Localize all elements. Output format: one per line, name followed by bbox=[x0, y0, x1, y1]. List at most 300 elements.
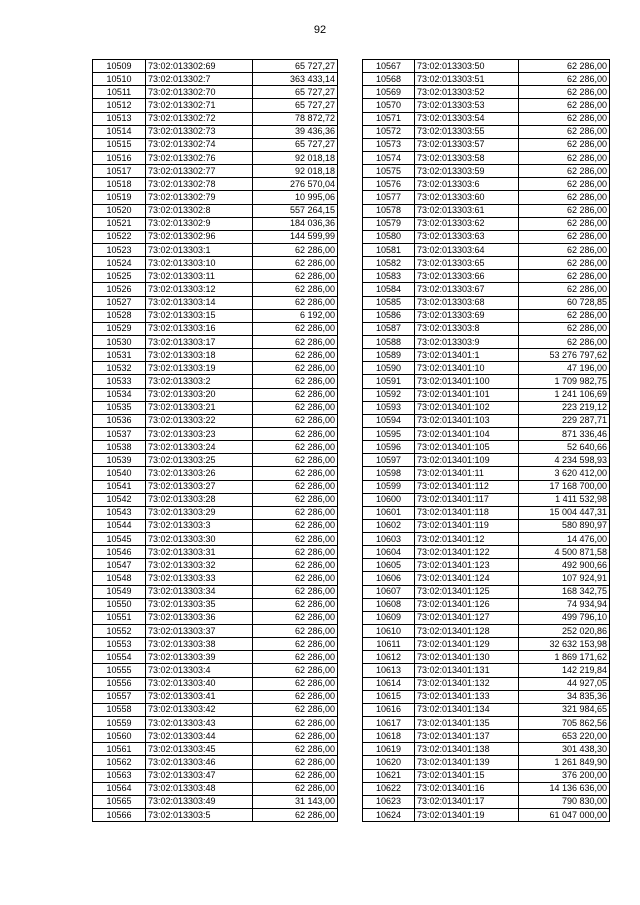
cadastral-number-cell: 73:02:013303:37 bbox=[146, 625, 253, 638]
cadastral-number-cell: 73:02:013303:65 bbox=[415, 257, 519, 270]
row-number-cell: 10537 bbox=[93, 427, 146, 440]
table-row bbox=[93, 112, 338, 125]
value-cell: 6 192,00 bbox=[253, 309, 338, 322]
row-number-cell: 10509 bbox=[93, 60, 146, 73]
value-cell: 557 264,15 bbox=[253, 204, 338, 217]
table-row bbox=[363, 362, 610, 375]
value-cell: 1 869 171,62 bbox=[519, 651, 610, 664]
table-row bbox=[363, 717, 610, 730]
table-row bbox=[93, 769, 338, 782]
table-row bbox=[363, 349, 610, 362]
table-row bbox=[363, 703, 610, 716]
table-row bbox=[363, 243, 610, 256]
cadastral-number-cell: 73:02:013303:47 bbox=[146, 769, 253, 782]
row-number-cell: 10527 bbox=[93, 296, 146, 309]
cadastral-number-cell: 73:02:013303:1 bbox=[146, 243, 253, 256]
value-cell: 62 286,00 bbox=[253, 375, 338, 388]
value-cell: 62 286,00 bbox=[253, 493, 338, 506]
table-row bbox=[93, 349, 338, 362]
table-row bbox=[363, 283, 610, 296]
cadastral-number-cell: 73:02:013302:96 bbox=[146, 230, 253, 243]
table-row bbox=[363, 585, 610, 598]
row-number-cell: 10531 bbox=[93, 349, 146, 362]
cadastral-number-cell: 73:02:013401:109 bbox=[415, 454, 519, 467]
cadastral-number-cell: 73:02:013303:58 bbox=[415, 151, 519, 164]
row-number-cell: 10621 bbox=[363, 769, 415, 782]
value-cell: 62 286,00 bbox=[253, 427, 338, 440]
value-cell: 65 727,27 bbox=[253, 138, 338, 151]
cadastral-number-cell: 73:02:013303:35 bbox=[146, 598, 253, 611]
row-number-cell: 10510 bbox=[93, 73, 146, 86]
cadastral-number-cell: 73:02:013302:73 bbox=[146, 125, 253, 138]
table-row bbox=[363, 165, 610, 178]
row-number-cell: 10512 bbox=[93, 99, 146, 112]
cadastral-number-cell: 73:02:013303:67 bbox=[415, 283, 519, 296]
table-row bbox=[93, 782, 338, 795]
row-number-cell: 10540 bbox=[93, 467, 146, 480]
cadastral-number-cell: 73:02:013303:55 bbox=[415, 125, 519, 138]
row-number-cell: 10620 bbox=[363, 756, 415, 769]
table-row bbox=[363, 441, 610, 454]
value-cell: 580 890,97 bbox=[519, 519, 610, 532]
cadastral-number-cell: 73:02:013303:60 bbox=[415, 191, 519, 204]
value-cell: 499 796,10 bbox=[519, 611, 610, 624]
row-number-cell: 10519 bbox=[93, 191, 146, 204]
row-number-cell: 10535 bbox=[93, 401, 146, 414]
row-number-cell: 10515 bbox=[93, 138, 146, 151]
cadastral-number-cell: 73:02:013302:78 bbox=[146, 178, 253, 191]
table-row bbox=[363, 322, 610, 335]
row-number-cell: 10593 bbox=[363, 401, 415, 414]
row-number-cell: 10518 bbox=[93, 178, 146, 191]
table-row bbox=[93, 362, 338, 375]
value-cell: 107 924,91 bbox=[519, 572, 610, 585]
table-row bbox=[363, 73, 610, 86]
value-cell: 62 286,00 bbox=[253, 743, 338, 756]
value-cell: 34 835,36 bbox=[519, 690, 610, 703]
table-row bbox=[93, 598, 338, 611]
value-cell: 871 336,46 bbox=[519, 427, 610, 440]
row-number-cell: 10556 bbox=[93, 677, 146, 690]
table-row bbox=[93, 730, 338, 743]
value-cell: 62 286,00 bbox=[519, 217, 610, 230]
row-number-cell: 10590 bbox=[363, 362, 415, 375]
row-number-cell: 10578 bbox=[363, 204, 415, 217]
row-number-cell: 10605 bbox=[363, 559, 415, 572]
row-number-cell: 10598 bbox=[363, 467, 415, 480]
table-row bbox=[363, 257, 610, 270]
cadastral-number-cell: 73:02:013303:9 bbox=[415, 335, 519, 348]
value-cell: 62 286,00 bbox=[519, 230, 610, 243]
table-row bbox=[93, 427, 338, 440]
cadastral-number-cell: 73:02:013401:128 bbox=[415, 625, 519, 638]
table-row bbox=[93, 743, 338, 756]
row-number-cell: 10570 bbox=[363, 99, 415, 112]
value-cell: 321 984,65 bbox=[519, 703, 610, 716]
value-cell: 223 219,12 bbox=[519, 401, 610, 414]
row-number-cell: 10571 bbox=[363, 112, 415, 125]
cadastral-number-cell: 73:02:013303:16 bbox=[146, 322, 253, 335]
cadastral-number-cell: 73:02:013302:7 bbox=[146, 73, 253, 86]
value-cell: 790 830,00 bbox=[519, 795, 610, 808]
table-row bbox=[93, 441, 338, 454]
cadastral-number-cell: 73:02:013303:22 bbox=[146, 414, 253, 427]
table-row bbox=[363, 559, 610, 572]
value-cell: 62 286,00 bbox=[253, 467, 338, 480]
value-cell: 62 286,00 bbox=[253, 625, 338, 638]
value-cell: 62 286,00 bbox=[253, 703, 338, 716]
row-number-cell: 10529 bbox=[93, 322, 146, 335]
table-row bbox=[363, 296, 610, 309]
value-cell: 144 599,99 bbox=[253, 230, 338, 243]
row-number-cell: 10595 bbox=[363, 427, 415, 440]
table-row bbox=[93, 60, 338, 73]
cadastral-number-cell: 73:02:013303:59 bbox=[415, 165, 519, 178]
cadastral-number-cell: 73:02:013303:2 bbox=[146, 375, 253, 388]
value-cell: 62 286,00 bbox=[253, 809, 338, 822]
table-row bbox=[363, 506, 610, 519]
table-row bbox=[93, 217, 338, 230]
value-cell: 62 286,00 bbox=[519, 138, 610, 151]
table-row bbox=[93, 717, 338, 730]
table-row bbox=[363, 625, 610, 638]
table-row bbox=[363, 690, 610, 703]
cadastral-number-cell: 73:02:013302:69 bbox=[146, 60, 253, 73]
cadastral-number-cell: 73:02:013401:11 bbox=[415, 467, 519, 480]
value-cell: 62 286,00 bbox=[253, 611, 338, 624]
table-row bbox=[93, 572, 338, 585]
cadastral-number-cell: 73:02:013401:117 bbox=[415, 493, 519, 506]
cadastral-number-cell: 73:02:013303:23 bbox=[146, 427, 253, 440]
row-number-cell: 10607 bbox=[363, 585, 415, 598]
cadastral-number-cell: 73:02:013303:34 bbox=[146, 585, 253, 598]
value-cell: 44 927,05 bbox=[519, 677, 610, 690]
row-number-cell: 10530 bbox=[93, 335, 146, 348]
cadastral-number-cell: 73:02:013303:14 bbox=[146, 296, 253, 309]
table-row bbox=[93, 414, 338, 427]
value-cell: 39 436,36 bbox=[253, 125, 338, 138]
cadastral-number-cell: 73:02:013401:138 bbox=[415, 743, 519, 756]
row-number-cell: 10580 bbox=[363, 230, 415, 243]
value-cell: 62 286,00 bbox=[253, 283, 338, 296]
value-cell: 705 862,56 bbox=[519, 717, 610, 730]
value-cell: 62 286,00 bbox=[253, 546, 338, 559]
cadastral-number-cell: 73:02:013401:16 bbox=[415, 782, 519, 795]
value-cell: 62 286,00 bbox=[253, 664, 338, 677]
value-cell: 62 286,00 bbox=[519, 283, 610, 296]
cadastral-number-cell: 73:02:013302:71 bbox=[146, 99, 253, 112]
cadastral-number-cell: 73:02:013401:119 bbox=[415, 519, 519, 532]
table-row bbox=[363, 60, 610, 73]
row-number-cell: 10539 bbox=[93, 454, 146, 467]
cadastral-number-cell: 73:02:013303:3 bbox=[146, 519, 253, 532]
value-cell: 376 200,00 bbox=[519, 769, 610, 782]
cadastral-number-cell: 73:02:013303:19 bbox=[146, 362, 253, 375]
row-number-cell: 10516 bbox=[93, 151, 146, 164]
cadastral-number-cell: 73:02:013303:27 bbox=[146, 480, 253, 493]
cadastral-number-cell: 73:02:013401:124 bbox=[415, 572, 519, 585]
table-row bbox=[363, 217, 610, 230]
row-number-cell: 10565 bbox=[93, 795, 146, 808]
cadastral-number-cell: 73:02:013401:102 bbox=[415, 401, 519, 414]
table-row bbox=[363, 664, 610, 677]
value-cell: 62 286,00 bbox=[253, 559, 338, 572]
row-number-cell: 10559 bbox=[93, 717, 146, 730]
row-number-cell: 10524 bbox=[93, 257, 146, 270]
cadastral-number-cell: 73:02:013401:134 bbox=[415, 703, 519, 716]
value-cell: 92 018,18 bbox=[253, 165, 338, 178]
table-row bbox=[93, 795, 338, 808]
row-number-cell: 10532 bbox=[93, 362, 146, 375]
table-row bbox=[93, 165, 338, 178]
cadastral-number-cell: 73:02:013303:54 bbox=[415, 112, 519, 125]
value-cell: 62 286,00 bbox=[253, 585, 338, 598]
row-number-cell: 10517 bbox=[93, 165, 146, 178]
value-cell: 62 286,00 bbox=[519, 73, 610, 86]
row-number-cell: 10525 bbox=[93, 270, 146, 283]
cadastral-number-cell: 73:02:013401:132 bbox=[415, 677, 519, 690]
cadastral-number-cell: 73:02:013302:76 bbox=[146, 151, 253, 164]
table-row bbox=[93, 467, 338, 480]
cadastral-number-cell: 73:02:013303:36 bbox=[146, 611, 253, 624]
row-number-cell: 10572 bbox=[363, 125, 415, 138]
cadastral-number-cell: 73:02:013303:31 bbox=[146, 546, 253, 559]
cadastral-number-cell: 73:02:013303:18 bbox=[146, 349, 253, 362]
cadastral-number-cell: 73:02:013401:123 bbox=[415, 559, 519, 572]
cadastral-number-cell: 73:02:013303:48 bbox=[146, 782, 253, 795]
value-cell: 14 136 636,00 bbox=[519, 782, 610, 795]
cadastral-number-cell: 73:02:013303:17 bbox=[146, 335, 253, 348]
table-row bbox=[93, 493, 338, 506]
table-row bbox=[93, 257, 338, 270]
cadastral-number-cell: 73:02:013401:1 bbox=[415, 349, 519, 362]
value-cell: 4 234 598,93 bbox=[519, 454, 610, 467]
row-number-cell: 10582 bbox=[363, 257, 415, 270]
row-number-cell: 10600 bbox=[363, 493, 415, 506]
table-row bbox=[93, 388, 338, 401]
table-row bbox=[363, 191, 610, 204]
table-row bbox=[363, 270, 610, 283]
value-cell: 301 438,30 bbox=[519, 743, 610, 756]
value-cell: 252 020,86 bbox=[519, 625, 610, 638]
cadastral-number-cell: 73:02:013302:79 bbox=[146, 191, 253, 204]
value-cell: 61 047 000,00 bbox=[519, 809, 610, 822]
table-row bbox=[363, 86, 610, 99]
row-number-cell: 10604 bbox=[363, 546, 415, 559]
cadastral-number-cell: 73:02:013303:29 bbox=[146, 506, 253, 519]
cadastral-number-cell: 73:02:013303:68 bbox=[415, 296, 519, 309]
table-row bbox=[93, 296, 338, 309]
value-cell: 1 411 532,98 bbox=[519, 493, 610, 506]
cadastral-number-cell: 73:02:013401:104 bbox=[415, 427, 519, 440]
value-cell: 653 220,00 bbox=[519, 730, 610, 743]
row-number-cell: 10623 bbox=[363, 795, 415, 808]
cadastral-number-cell: 73:02:013303:8 bbox=[415, 322, 519, 335]
value-cell: 62 286,00 bbox=[519, 270, 610, 283]
cadastral-number-cell: 73:02:013303:53 bbox=[415, 99, 519, 112]
value-cell: 229 287,71 bbox=[519, 414, 610, 427]
cadastral-number-cell: 73:02:013303:45 bbox=[146, 743, 253, 756]
value-cell: 62 286,00 bbox=[253, 401, 338, 414]
row-number-cell: 10520 bbox=[93, 204, 146, 217]
table-row bbox=[363, 480, 610, 493]
value-cell: 62 286,00 bbox=[253, 480, 338, 493]
row-number-cell: 10597 bbox=[363, 454, 415, 467]
row-number-cell: 10615 bbox=[363, 690, 415, 703]
value-cell: 1 241 106,69 bbox=[519, 388, 610, 401]
cadastral-number-cell: 73:02:013303:30 bbox=[146, 533, 253, 546]
table-row bbox=[363, 795, 610, 808]
table-row bbox=[93, 322, 338, 335]
table-row bbox=[363, 493, 610, 506]
ledger-table-left bbox=[92, 59, 338, 822]
table-row bbox=[363, 427, 610, 440]
row-number-cell: 10543 bbox=[93, 506, 146, 519]
cadastral-number-cell: 73:02:013303:43 bbox=[146, 717, 253, 730]
row-number-cell: 10594 bbox=[363, 414, 415, 427]
cadastral-number-cell: 73:02:013302:74 bbox=[146, 138, 253, 151]
cadastral-number-cell: 73:02:013303:33 bbox=[146, 572, 253, 585]
row-number-cell: 10564 bbox=[93, 782, 146, 795]
table-row bbox=[93, 638, 338, 651]
value-cell: 62 286,00 bbox=[253, 717, 338, 730]
value-cell: 62 286,00 bbox=[253, 243, 338, 256]
table-row bbox=[93, 138, 338, 151]
cadastral-number-cell: 73:02:013401:105 bbox=[415, 441, 519, 454]
cadastral-number-cell: 73:02:013303:39 bbox=[146, 651, 253, 664]
value-cell: 62 286,00 bbox=[253, 296, 338, 309]
row-number-cell: 10601 bbox=[363, 506, 415, 519]
value-cell: 62 286,00 bbox=[253, 519, 338, 532]
cadastral-number-cell: 73:02:013303:5 bbox=[146, 809, 253, 822]
table-row bbox=[363, 375, 610, 388]
row-number-cell: 10547 bbox=[93, 559, 146, 572]
row-number-cell: 10586 bbox=[363, 309, 415, 322]
cadastral-number-cell: 73:02:013303:42 bbox=[146, 703, 253, 716]
row-number-cell: 10528 bbox=[93, 309, 146, 322]
cadastral-number-cell: 73:02:013303:4 bbox=[146, 664, 253, 677]
table-row bbox=[363, 309, 610, 322]
row-number-cell: 10548 bbox=[93, 572, 146, 585]
value-cell: 62 286,00 bbox=[253, 572, 338, 585]
table-row bbox=[93, 585, 338, 598]
row-number-cell: 10617 bbox=[363, 717, 415, 730]
row-number-cell: 10533 bbox=[93, 375, 146, 388]
value-cell: 53 276 797,62 bbox=[519, 349, 610, 362]
value-cell: 62 286,00 bbox=[519, 309, 610, 322]
table-row bbox=[93, 204, 338, 217]
row-number-cell: 10624 bbox=[363, 809, 415, 822]
cadastral-number-cell: 73:02:013401:100 bbox=[415, 375, 519, 388]
table-row bbox=[363, 533, 610, 546]
row-number-cell: 10585 bbox=[363, 296, 415, 309]
table-row bbox=[93, 677, 338, 690]
table-row bbox=[93, 651, 338, 664]
cadastral-number-cell: 73:02:013303:66 bbox=[415, 270, 519, 283]
value-cell: 62 286,00 bbox=[519, 99, 610, 112]
value-cell: 62 286,00 bbox=[519, 112, 610, 125]
table-row bbox=[363, 178, 610, 191]
table-row bbox=[363, 519, 610, 532]
cadastral-number-cell: 73:02:013303:69 bbox=[415, 309, 519, 322]
table-row bbox=[93, 519, 338, 532]
cadastral-number-cell: 73:02:013303:44 bbox=[146, 730, 253, 743]
value-cell: 62 286,00 bbox=[519, 322, 610, 335]
row-number-cell: 10583 bbox=[363, 270, 415, 283]
value-cell: 62 286,00 bbox=[253, 454, 338, 467]
table-row bbox=[93, 506, 338, 519]
row-number-cell: 10563 bbox=[93, 769, 146, 782]
value-cell: 62 286,00 bbox=[253, 414, 338, 427]
row-number-cell: 10511 bbox=[93, 86, 146, 99]
row-number-cell: 10546 bbox=[93, 546, 146, 559]
row-number-cell: 10526 bbox=[93, 283, 146, 296]
cadastral-number-cell: 73:02:013303:61 bbox=[415, 204, 519, 217]
table-row bbox=[363, 809, 610, 822]
table-row bbox=[363, 598, 610, 611]
row-number-cell: 10523 bbox=[93, 243, 146, 256]
cadastral-number-cell: 73:02:013401:118 bbox=[415, 506, 519, 519]
cadastral-number-cell: 73:02:013401:131 bbox=[415, 664, 519, 677]
value-cell: 65 727,27 bbox=[253, 60, 338, 73]
table-row bbox=[93, 283, 338, 296]
value-cell: 65 727,27 bbox=[253, 86, 338, 99]
value-cell: 52 640,66 bbox=[519, 441, 610, 454]
cadastral-number-cell: 73:02:013401:103 bbox=[415, 414, 519, 427]
table-row bbox=[93, 559, 338, 572]
row-number-cell: 10513 bbox=[93, 112, 146, 125]
table-row bbox=[363, 467, 610, 480]
table-row bbox=[93, 151, 338, 164]
row-number-cell: 10588 bbox=[363, 335, 415, 348]
value-cell: 62 286,00 bbox=[253, 598, 338, 611]
value-cell: 62 286,00 bbox=[519, 125, 610, 138]
row-number-cell: 10592 bbox=[363, 388, 415, 401]
cadastral-number-cell: 73:02:013401:10 bbox=[415, 362, 519, 375]
row-number-cell: 10550 bbox=[93, 598, 146, 611]
cadastral-number-cell: 73:02:013303:24 bbox=[146, 441, 253, 454]
row-number-cell: 10538 bbox=[93, 441, 146, 454]
cadastral-number-cell: 73:02:013303:40 bbox=[146, 677, 253, 690]
row-number-cell: 10575 bbox=[363, 165, 415, 178]
cadastral-number-cell: 73:02:013302:72 bbox=[146, 112, 253, 125]
table-row bbox=[93, 335, 338, 348]
value-cell: 92 018,18 bbox=[253, 151, 338, 164]
cadastral-number-cell: 73:02:013401:130 bbox=[415, 651, 519, 664]
row-number-cell: 10549 bbox=[93, 585, 146, 598]
table-row bbox=[93, 664, 338, 677]
value-cell: 15 004 447,31 bbox=[519, 506, 610, 519]
value-cell: 184 036,36 bbox=[253, 217, 338, 230]
row-number-cell: 10551 bbox=[93, 611, 146, 624]
value-cell: 62 286,00 bbox=[253, 322, 338, 335]
value-cell: 62 286,00 bbox=[253, 349, 338, 362]
value-cell: 3 620 412,00 bbox=[519, 467, 610, 480]
table-row bbox=[363, 546, 610, 559]
cadastral-number-cell: 73:02:013303:38 bbox=[146, 638, 253, 651]
cadastral-number-cell: 73:02:013401:122 bbox=[415, 546, 519, 559]
table-row bbox=[363, 638, 610, 651]
table-row bbox=[363, 388, 610, 401]
cadastral-number-cell: 73:02:013401:112 bbox=[415, 480, 519, 493]
row-number-cell: 10514 bbox=[93, 125, 146, 138]
value-cell: 62 286,00 bbox=[253, 782, 338, 795]
table-row bbox=[93, 230, 338, 243]
table-row bbox=[93, 546, 338, 559]
value-cell: 62 286,00 bbox=[253, 335, 338, 348]
table-row bbox=[93, 375, 338, 388]
cadastral-number-cell: 73:02:013303:28 bbox=[146, 493, 253, 506]
